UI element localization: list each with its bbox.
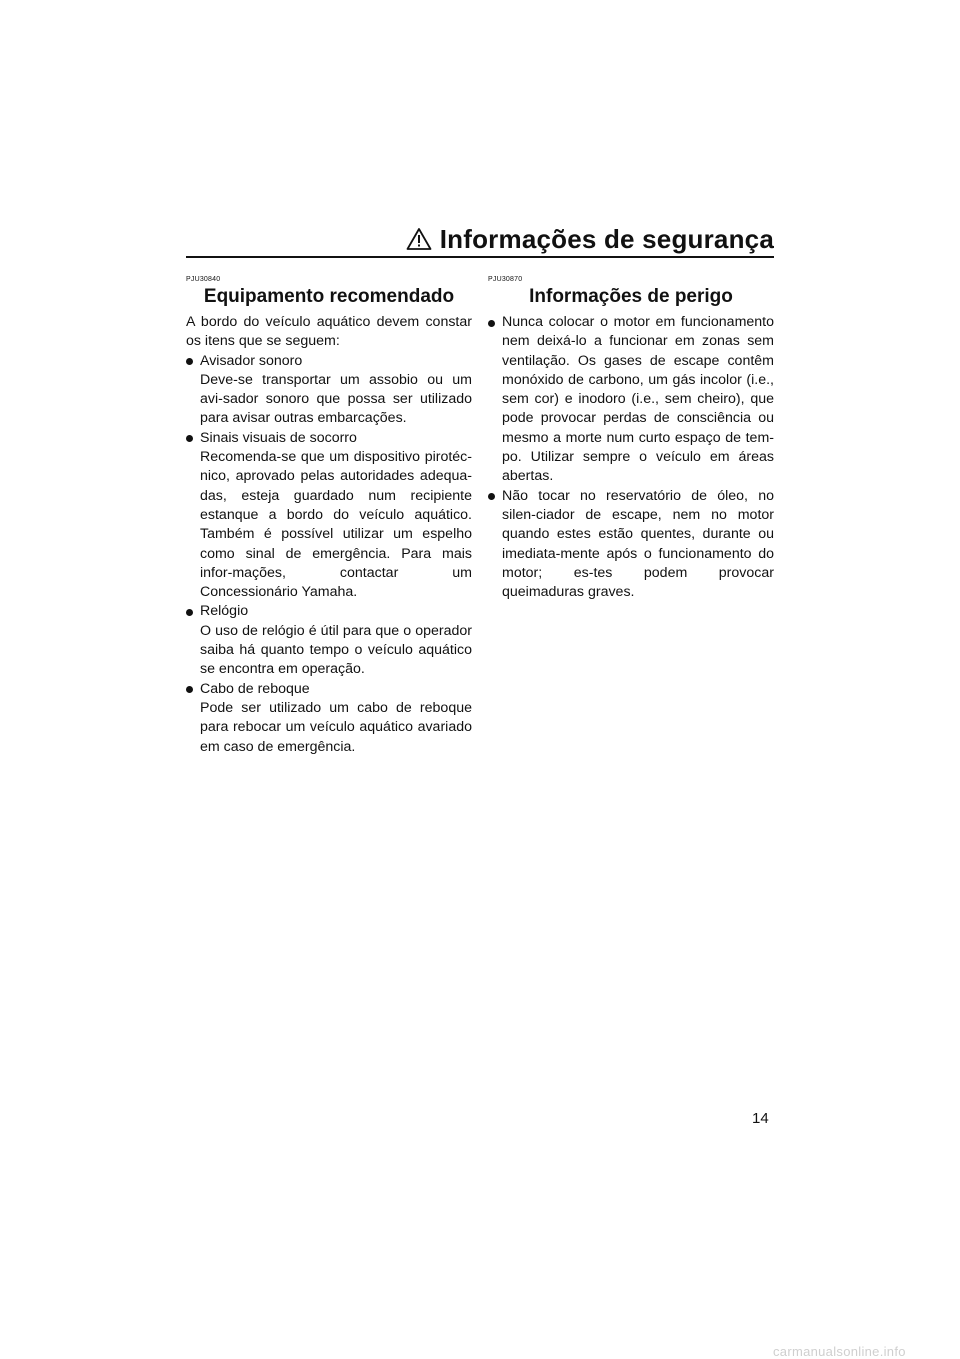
list-item <box>186 602 472 679</box>
section-title-hazards: Informações de perigo <box>529 286 733 307</box>
bullet-icon <box>186 358 193 365</box>
section-code: PJU30870 <box>488 276 523 283</box>
right-column <box>488 276 774 602</box>
bullet-icon <box>488 493 495 500</box>
page-header <box>186 222 774 258</box>
list-item-text: Nunca colocar o motor em funcionamento nem deixá-lo a funcionar em zonas sem ventilação. Os gases de escape contêm monóxido de carbono, um gás incolor (i.e., sem cor) e inodoro (i.e., sem cheiro), que pode provocar perdas de consciência ou mesmo a morte num curto espaço de tem-po. Utilizar sempre o veículo em áreas abertas. <box>502 314 774 485</box>
bullet-icon <box>186 609 193 616</box>
list-item <box>186 429 472 603</box>
page-number: 14 <box>752 1110 769 1127</box>
list-item-label: Avisador sonoro <box>200 352 303 369</box>
list-item <box>488 313 774 487</box>
list-item-text: O uso de relógio é útil para que o operador saiba há quanto tempo o veículo aquático se encontra em operação. <box>200 622 472 678</box>
list-item-text: Deve-se transportar um assobio ou um avi-sador sonoro que possa ser utilizado para avisar outras embarcações. <box>200 371 472 427</box>
header-title: Informações de segurança <box>439 224 774 254</box>
list-item-label: Cabo de reboque <box>200 680 310 697</box>
list-item-text: Recomenda-se que um dispositivo pirotéc-nico, aprovado pelas autoridades adequa-das, esteja guardado num recipiente estanque a bordo do veículo aquático. Também é possível utilizar um espelho como sinal de emergência. Para mais infor-mações, contactar um Concessionário Yamaha. <box>200 449 472 601</box>
section-title-equipment: Equipamento recomendado <box>203 286 455 307</box>
left-column <box>186 276 472 757</box>
bullet-icon <box>186 435 193 442</box>
section-code: PJU30840 <box>186 276 221 283</box>
list-item <box>186 680 472 757</box>
list-item <box>186 352 472 429</box>
footer-watermark[interactable]: carmanualsonline.info <box>773 1344 906 1359</box>
list-item-text: Não tocar no reservatório de óleo, no silen-ciador de escape, nem no motor quando estes estão quentes, durante ou imediata-mente após o funcionamento do motor; es-tes podem provocar queimaduras graves. <box>502 487 774 601</box>
list-item-label: Relógio <box>200 603 249 620</box>
list-item-text: Pode ser utilizado um cabo de reboque para rebocar um veículo aquático avariado em caso de emergência. <box>200 699 472 755</box>
bullet-icon <box>488 320 495 327</box>
header-title-group <box>406 224 774 256</box>
list-item-label: Sinais visuais de socorro <box>200 429 357 446</box>
bullet-icon <box>186 686 193 693</box>
list-item <box>488 487 774 603</box>
intro-paragraph: A bordo do veículo aquático devem constar os itens que se seguem: <box>186 314 472 350</box>
warning-triangle-icon <box>406 227 432 251</box>
